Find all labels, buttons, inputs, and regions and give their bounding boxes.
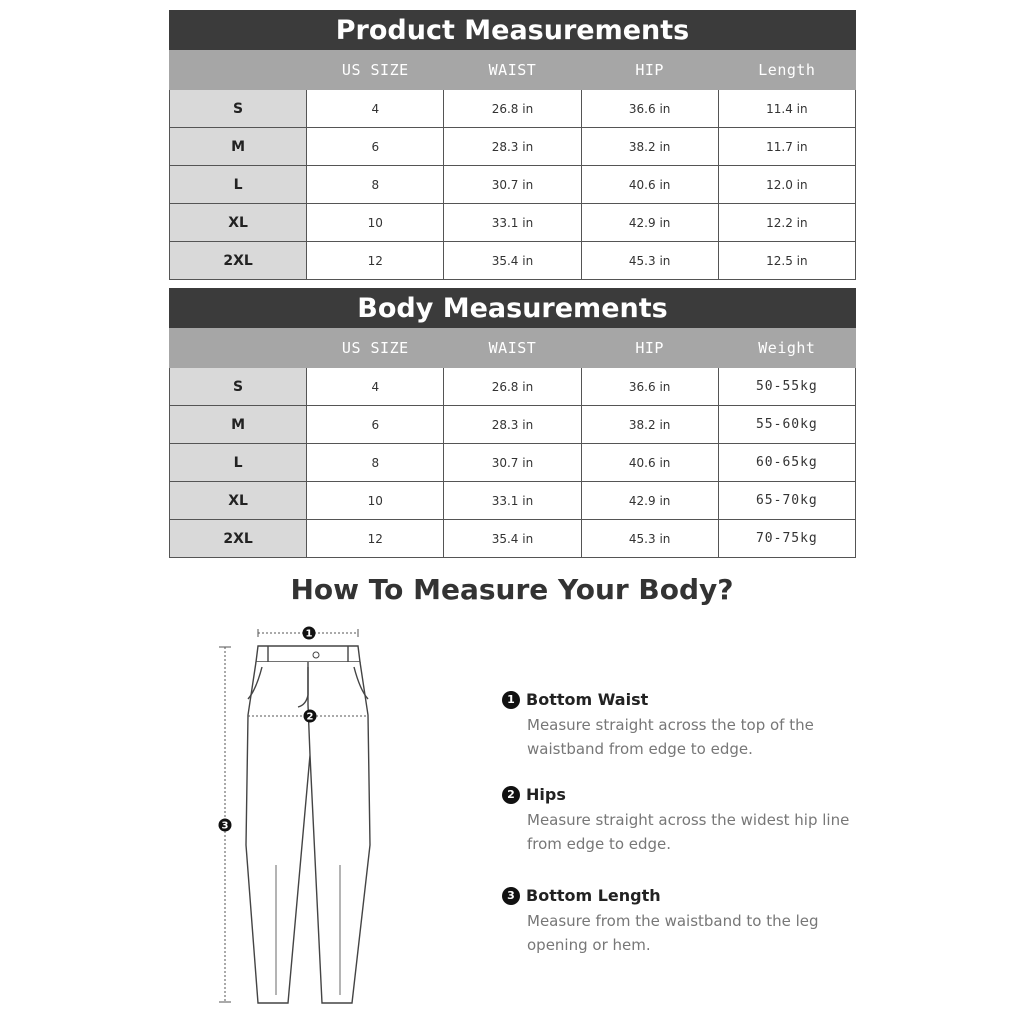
weight-cell: 65-70kg [718,482,855,520]
marker-2-icon [304,710,317,723]
table-cell: 12 [307,242,444,280]
legend-item-waist [502,690,862,761]
size-cell: L [170,444,307,482]
header-cell: HIP [581,329,718,368]
size-cell: XL [170,482,307,520]
weight-cell: 55-60kg [718,406,855,444]
body-header-row [170,329,856,368]
table-cell: 12.5 in [718,242,855,280]
table-cell: 35.4 in [444,242,581,280]
marker-1-icon [303,627,316,640]
table-cell: 26.8 in [444,368,581,406]
size-cell: M [170,128,307,166]
legend-title: Bottom Length [526,886,661,905]
table-cell: 6 [307,406,444,444]
header-cell: US SIZE [307,329,444,368]
table-cell: 6 [307,128,444,166]
table-cell: 12 [307,520,444,558]
table-cell: 12.2 in [718,204,855,242]
table-cell: 30.7 in [444,166,581,204]
table-cell: 35.4 in [444,520,581,558]
product-header-row [170,51,856,90]
body-measurements-table [169,288,856,558]
header-cell: US SIZE [307,51,444,90]
weight-cell: 70-75kg [718,520,855,558]
legend-item-hips [502,785,862,856]
size-cell: S [170,368,307,406]
table-cell: 36.6 in [581,90,718,128]
size-cell: 2XL [170,520,307,558]
table-cell: 10 [307,482,444,520]
table-cell: 4 [307,368,444,406]
product-table-title: Product Measurements [169,10,856,50]
size-cell: S [170,90,307,128]
weight-cell: 60-65kg [718,444,855,482]
table-cell: 4 [307,90,444,128]
legend-text: Measure straight across the widest hip line from edge to edge. [527,811,850,853]
table-row [170,368,856,406]
header-cell: WAIST [444,329,581,368]
table-cell: 8 [307,444,444,482]
table-cell: 33.1 in [444,204,581,242]
table-row [170,406,856,444]
header-cell: HIP [581,51,718,90]
table-row [170,90,856,128]
how-to-measure-title: How To Measure Your Body? [290,573,734,606]
table-cell: 42.9 in [581,482,718,520]
weight-cell: 50-55kg [718,368,855,406]
pants-outline-icon [246,646,370,1003]
table-cell: 26.8 in [444,90,581,128]
marker-3-icon [219,819,232,832]
header-cell [170,329,307,368]
table-row [170,242,856,280]
legend-title: Bottom Waist [526,690,649,709]
svg-text:2: 2 [306,711,314,723]
body-table-title: Body Measurements [169,288,856,328]
size-cell: M [170,406,307,444]
number-1-icon: 1 [502,691,520,709]
header-cell: WAIST [444,51,581,90]
table-cell: 28.3 in [444,128,581,166]
legend-item-length [502,886,862,957]
table-cell: 42.9 in [581,204,718,242]
table-cell: 38.2 in [581,128,718,166]
header-cell: Weight [718,329,855,368]
product-measurements-table [169,10,856,280]
legend-text: Measure straight across the top of the waistband from edge to edge. [527,716,814,758]
table-row [170,128,856,166]
table-row [170,444,856,482]
table-cell: 40.6 in [581,166,718,204]
table-cell: 28.3 in [444,406,581,444]
svg-text:1: 1 [305,628,313,640]
size-cell: XL [170,204,307,242]
legend-title: Hips [526,785,566,804]
table-cell: 33.1 in [444,482,581,520]
table-cell: 45.3 in [581,242,718,280]
table-row [170,482,856,520]
table-cell: 30.7 in [444,444,581,482]
table-cell: 12.0 in [718,166,855,204]
svg-text:3: 3 [221,820,229,832]
table-cell: 11.4 in [718,90,855,128]
pants-diagram [200,615,400,1024]
table-row [170,166,856,204]
table-cell: 38.2 in [581,406,718,444]
number-2-icon: 2 [502,786,520,804]
table-row [170,204,856,242]
table-row [170,520,856,558]
header-cell: Length [718,51,855,90]
table-cell: 11.7 in [718,128,855,166]
table-cell: 10 [307,204,444,242]
header-cell [170,51,307,90]
number-3-icon: 3 [502,887,520,905]
table-cell: 40.6 in [581,444,718,482]
table-cell: 36.6 in [581,368,718,406]
table-cell: 45.3 in [581,520,718,558]
table-cell: 8 [307,166,444,204]
size-cell: L [170,166,307,204]
legend-text: Measure from the waistband to the leg opening or hem. [527,912,819,954]
size-cell: 2XL [170,242,307,280]
